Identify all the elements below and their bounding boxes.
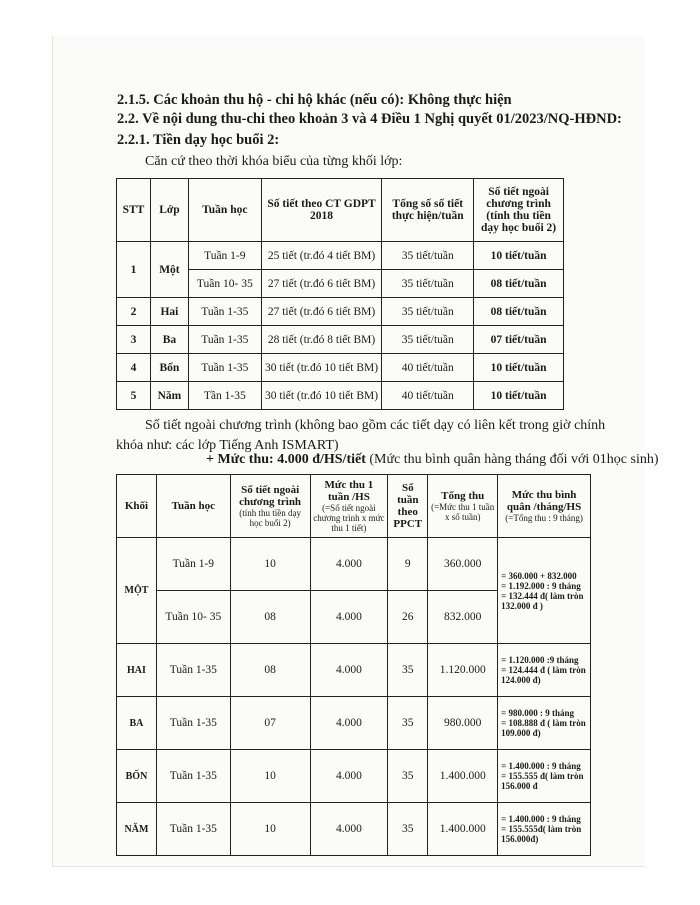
table-row bbox=[117, 242, 564, 270]
cell-muc-thu: 4.000 bbox=[310, 750, 388, 803]
table-row bbox=[117, 298, 564, 326]
cell-tong: 35 tiết/tuần bbox=[382, 270, 474, 298]
avg-line: = 1.192.000 : 9 tháng bbox=[501, 580, 581, 591]
cell-tuan: Tuần 1-35 bbox=[156, 750, 230, 803]
cell-lop: Năm bbox=[150, 382, 188, 410]
cell-so-tiet: 10 bbox=[230, 803, 310, 856]
cell-avg bbox=[498, 750, 591, 803]
avg-line: 132.000 đ ) bbox=[501, 600, 543, 611]
col-header-so-tuan bbox=[388, 475, 428, 538]
col-header-so-tiet-ngoai bbox=[230, 475, 310, 538]
cell-stt: 5 bbox=[117, 382, 151, 410]
cell-so-tuan: 35 bbox=[388, 750, 428, 803]
cell-ngoai: 10 tiết/tuần bbox=[474, 354, 564, 382]
cell-ct: 25 tiết (tr.đó 4 tiết BM) bbox=[261, 242, 382, 270]
cell-tong-thu: 1.400.000 bbox=[428, 803, 498, 856]
cell-so-tuan: 35 bbox=[388, 697, 428, 750]
col-header-main: Mức thu bình quân /tháng/HS bbox=[506, 489, 582, 513]
periods-table-header bbox=[117, 179, 564, 242]
cell-tong-thu: 360.000 bbox=[428, 538, 498, 591]
avg-line: = 132.444 đ( làm tròn bbox=[501, 590, 584, 601]
cell-tong-thu: 1.400.000 bbox=[428, 750, 498, 803]
cell-tong-thu: 980.000 bbox=[428, 697, 498, 750]
cell-ct: 30 tiết (tr.đó 10 tiết BM) bbox=[261, 354, 382, 382]
avg-line: = 1.120.000 :9 tháng bbox=[501, 655, 579, 665]
table-row bbox=[117, 697, 591, 750]
avg-line: = 108.888 đ ( làm tròn bbox=[501, 718, 586, 728]
col-header-muc-thu-binh-quan bbox=[498, 475, 591, 538]
cell-so-tiet: 08 bbox=[230, 591, 310, 644]
cell-tuan: Tuần 1-35 bbox=[188, 354, 261, 382]
col-header-so-tiet-ngoai: Số tiết ngoài chương trình (tính thu tiền dạy học buổi 2) bbox=[474, 179, 564, 242]
cell-ngoai: 10 tiết/tuần bbox=[474, 242, 564, 270]
cell-khoi: NĂM bbox=[117, 803, 157, 856]
heading-2-2-1: 2.2.1. Tiền dạy học buổi 2: bbox=[117, 132, 280, 148]
cell-khoi: BA bbox=[117, 697, 157, 750]
col-header-sub: (=Số tiết ngoài chương trình x mức thu 1 tiết) bbox=[313, 503, 385, 533]
heading-2-1-5: 2.1.5. Các khoản thu hộ - chi hộ khác (nếu có): Không thực hiện bbox=[117, 92, 512, 108]
cell-muc-thu: 4.000 bbox=[310, 697, 388, 750]
avg-line: 156.000 đ bbox=[501, 781, 538, 791]
fee-label: + Mức thu: 4.000 đ/HS/tiết bbox=[206, 452, 366, 467]
col-header-main: Số tuần theo PPCT bbox=[393, 482, 423, 530]
cell-stt: 2 bbox=[117, 298, 151, 326]
cell-tong: 35 tiết/tuần bbox=[382, 242, 474, 270]
col-header-tuan-hoc bbox=[156, 475, 230, 538]
cell-so-tuan: 9 bbox=[388, 538, 428, 591]
cell-tong: 35 tiết/tuần bbox=[382, 326, 474, 354]
avg-line: = 124.444 đ ( làm tròn bbox=[501, 665, 586, 675]
fee-line bbox=[206, 452, 659, 468]
cell-ngoai: 10 tiết/tuần bbox=[474, 382, 564, 410]
cell-avg bbox=[498, 644, 591, 697]
cell-so-tuan: 35 bbox=[388, 644, 428, 697]
avg-line: = 155.555đ( làm tròn bbox=[501, 824, 582, 834]
table-row bbox=[117, 538, 591, 591]
cell-tong: 35 tiết/tuần bbox=[382, 298, 474, 326]
note-line-2: khóa như: các lớp Tiếng Anh ISMART) bbox=[116, 438, 339, 453]
col-header-stt: STT bbox=[117, 179, 151, 242]
cell-muc-thu: 4.000 bbox=[310, 538, 388, 591]
cell-lop: Ba bbox=[150, 326, 188, 354]
cell-lop: Bốn bbox=[150, 354, 188, 382]
cell-lop: Hai bbox=[150, 298, 188, 326]
heading-2-2: 2.2. Về nội dung thu-chi theo khoản 3 và 4 Điều 1 Nghị quyết 01/2023/NQ-HĐND: bbox=[117, 111, 622, 127]
table-row bbox=[117, 382, 564, 410]
cell-muc-thu: 4.000 bbox=[310, 803, 388, 856]
col-header-tong-so-tiet: Tổng số số tiết thực hiện/tuần bbox=[382, 179, 474, 242]
cell-tuan: Tuần 1-35 bbox=[188, 298, 261, 326]
cell-muc-thu: 4.000 bbox=[310, 644, 388, 697]
col-header-so-tiet-ct: Số tiết theo CT GDPT 2018 bbox=[261, 179, 382, 242]
cell-tong-thu: 1.120.000 bbox=[428, 644, 498, 697]
avg-line: = 1.400.000 : 9 tháng bbox=[501, 761, 581, 771]
cell-tong: 40 tiết/tuần bbox=[382, 382, 474, 410]
cell-so-tiet: 10 bbox=[230, 750, 310, 803]
col-header-tong-thu bbox=[428, 475, 498, 538]
avg-line: = 1.400.000 : 9 tháng bbox=[501, 814, 581, 824]
cell-so-tuan: 26 bbox=[388, 591, 428, 644]
cell-so-tiet: 10 bbox=[230, 538, 310, 591]
cell-ct: 28 tiết (tr.đó 8 tiết BM) bbox=[261, 326, 382, 354]
avg-line: = 980.000 : 9 tháng bbox=[501, 708, 575, 718]
avg-line: 124.000 đ) bbox=[501, 675, 541, 685]
cell-tuan: Tuần 1-35 bbox=[156, 803, 230, 856]
cell-ngoai: 08 tiết/tuần bbox=[474, 270, 564, 298]
cell-tuan: Tần 1-35 bbox=[188, 382, 261, 410]
col-header-lop: Lớp bbox=[150, 179, 188, 242]
note-line-1: Số tiết ngoài chương trình (không bao gồm các tiết dạy có liên kết trong giờ chính bbox=[145, 418, 606, 433]
cell-ct: 27 tiết (tr.đó 6 tiết BM) bbox=[261, 298, 382, 326]
cell-so-tiet: 08 bbox=[230, 644, 310, 697]
cell-tong: 40 tiết/tuần bbox=[382, 354, 474, 382]
col-header-main: Mức thu 1 tuần /HS bbox=[324, 479, 374, 503]
avg-line: 109.000 đ) bbox=[501, 728, 541, 738]
col-header-main: Tuần học bbox=[171, 500, 215, 512]
cell-stt: 3 bbox=[117, 326, 151, 354]
cell-tuan: Tuần 10- 35 bbox=[156, 591, 230, 644]
avg-line: 156.000đ) bbox=[501, 834, 539, 844]
avg-line: = 360.000 + 832.000 bbox=[501, 570, 577, 581]
cell-khoi: MỘT bbox=[117, 538, 157, 644]
fee-table-header bbox=[117, 475, 591, 538]
col-header-sub: (=Tổng thu : 9 tháng) bbox=[505, 513, 583, 523]
intro-text: Căn cứ theo thời khóa biểu của từng khối lớp: bbox=[145, 154, 403, 169]
col-header-khoi bbox=[117, 475, 157, 538]
table-row bbox=[117, 803, 591, 856]
table-row bbox=[117, 326, 564, 354]
cell-so-tiet: 07 bbox=[230, 697, 310, 750]
cell-tuan: Tuần 1-9 bbox=[156, 538, 230, 591]
col-header-sub: (=Mức thu 1 tuần x số tuần) bbox=[431, 502, 495, 522]
table-row bbox=[117, 354, 564, 382]
table-row bbox=[117, 750, 591, 803]
col-header-sub: (tính thu tiền dạy học buổi 2) bbox=[239, 508, 301, 528]
cell-muc-thu: 4.000 bbox=[310, 591, 388, 644]
cell-ngoai: 07 tiết/tuần bbox=[474, 326, 564, 354]
avg-line: = 155.555 đ( làm tròn bbox=[501, 771, 584, 781]
cell-khoi: BỐN bbox=[117, 750, 157, 803]
cell-ct: 27 tiết (tr.đó 6 tiết BM) bbox=[261, 270, 382, 298]
fee-note: (Mức thu bình quân hàng tháng đối với 01học sinh) bbox=[365, 452, 659, 467]
cell-tuan: Tuần 1-35 bbox=[156, 644, 230, 697]
col-header-main: Tổng thu bbox=[441, 490, 485, 502]
cell-avg bbox=[498, 697, 591, 750]
cell-stt: 1 bbox=[117, 242, 151, 298]
cell-ct: 30 tiết (tr.đó 10 tiết BM) bbox=[261, 382, 382, 410]
col-header-main: Khối bbox=[124, 500, 149, 512]
cell-lop: Một bbox=[150, 242, 188, 298]
col-header-main: Số tiết ngoài chương trình bbox=[239, 484, 302, 508]
cell-avg bbox=[498, 538, 591, 644]
cell-ngoai: 08 tiết/tuần bbox=[474, 298, 564, 326]
cell-tuan: Tuần 1-35 bbox=[188, 326, 261, 354]
cell-tuan: Tuần 1-9 bbox=[188, 242, 261, 270]
cell-avg bbox=[498, 803, 591, 856]
col-header-tuan-hoc: Tuần học bbox=[188, 179, 261, 242]
periods-table bbox=[116, 178, 564, 410]
cell-tuan: Tuần 10- 35 bbox=[188, 270, 261, 298]
fee-table bbox=[116, 474, 591, 856]
cell-so-tuan: 35 bbox=[388, 803, 428, 856]
cell-tong-thu: 832.000 bbox=[428, 591, 498, 644]
cell-khoi: HAI bbox=[117, 644, 157, 697]
cell-tuan: Tuần 1-35 bbox=[156, 697, 230, 750]
col-header-muc-thu-tuan bbox=[310, 475, 388, 538]
cell-stt: 4 bbox=[117, 354, 151, 382]
table-row bbox=[117, 644, 591, 697]
